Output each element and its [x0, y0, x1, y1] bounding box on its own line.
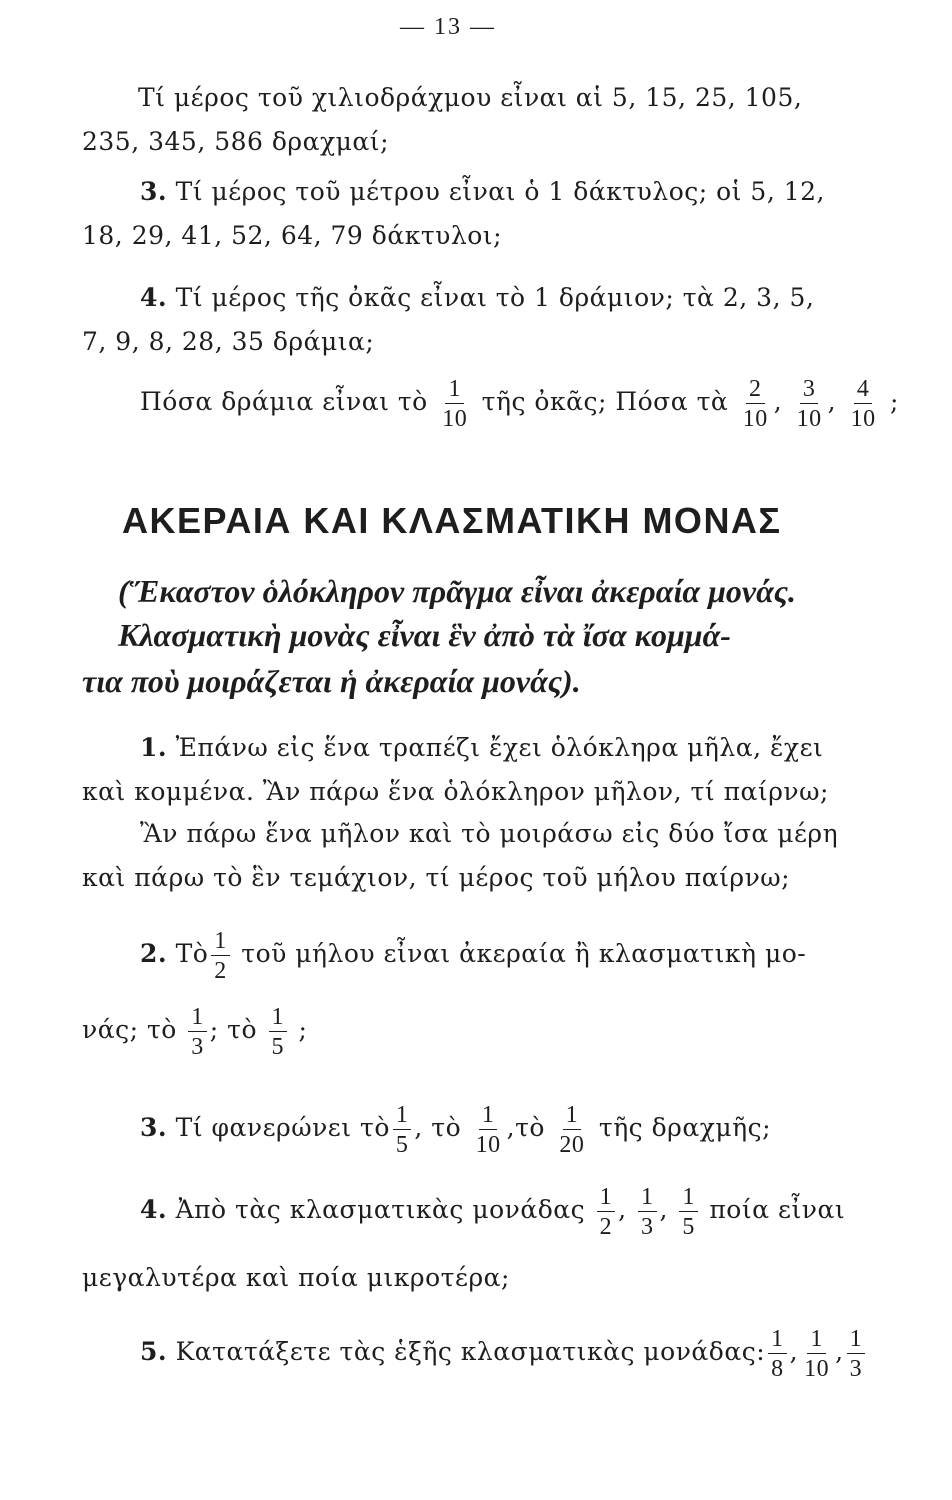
- text-line: μεγαλυτέρα καὶ ποία μικροτέρα;: [82, 1263, 510, 1292]
- definition-line: (Ἕκαστον ὁλόκληρον πρᾶγμα εἶναι ἀκεραία μονάς.: [118, 573, 797, 609]
- punctuation: ;: [890, 387, 899, 416]
- text-line: 18, 29, 41, 52, 64, 79 δάκτυλοι;: [82, 221, 502, 250]
- fraction: $\frac{1}{8}$: [768, 1327, 787, 1381]
- exercise-3: [140, 1098, 771, 1158]
- exercise-1: [140, 732, 823, 764]
- text-line: καὶ πάρω τὸ ἓν τεμάχιον, τί μέρος τοῦ μήλου παίρνω;: [82, 863, 791, 892]
- question-number: 3.: [140, 177, 168, 206]
- page-number: — 13 —: [400, 14, 496, 40]
- fraction: $\frac{1}{5}$: [269, 1005, 288, 1059]
- exercise-number: 2.: [140, 939, 168, 968]
- text-line: 235, 345, 586 δραχμαί;: [82, 127, 390, 156]
- exercise-number: 4.: [140, 1195, 168, 1224]
- text-line: καὶ κομμένα. Ἂν πάρω ἕνα ὁλόκληρον μῆλον, τί παίρνω;: [82, 777, 829, 806]
- text-segment: Πόσα δράμια εἶναι τὸ: [140, 387, 428, 416]
- fraction: $\frac{1}{2}$: [211, 929, 230, 983]
- question-3: [140, 176, 825, 208]
- fraction: $\frac{3}{10}$: [796, 375, 822, 432]
- definition-line: τια ποὺ μοιράζεται ἡ ἀκεραία μονάς).: [82, 663, 581, 699]
- text-segment: , τὸ: [414, 1113, 462, 1142]
- text-segment: τῆς ὀκᾶς; Πόσα τὰ: [481, 387, 729, 416]
- fraction: $\frac{1}{10}$: [442, 375, 468, 432]
- text-segment: νάς; τὸ: [82, 1015, 177, 1044]
- punctuation: ;: [298, 1015, 308, 1044]
- text-segment: Τὸ: [175, 939, 209, 968]
- fraction: $\frac{1}{10}$: [804, 1325, 830, 1382]
- fraction: $\frac{2}{10}$: [742, 375, 768, 432]
- exercise-5: 5. Κατατάξετε τὰς ἑξῆς κλασματικὰς μονάδας: $\frac{1}{8}$ , $\frac{1}{10}$ , $\frac{1}{3}$: [140, 1322, 868, 1382]
- text-line: 7, 9, 8, 28, 35 δράμια;: [82, 327, 375, 356]
- section-heading: ΑΚΕΡΑΙΑ ΚΑΙ ΚΛΑΣΜΑΤΙΚΗ ΜΟΝΑΣ: [122, 500, 782, 541]
- fraction: $\frac{1}{3}$: [638, 1185, 657, 1239]
- text-segment: ; τὸ: [209, 1015, 258, 1044]
- fraction: $\frac{1}{2}$: [597, 1185, 616, 1239]
- fraction: $\frac{1}{3}$: [188, 1005, 207, 1059]
- text-segment: Τί φανερώνει τὸ: [175, 1113, 390, 1142]
- exercise-number: 1.: [140, 733, 168, 762]
- question-4-fractions-line: Πόσα δράμια εἶναι τὸ $\frac{1}{10}$ τῆς ὀκᾶς; Πόσα τὰ $\frac{2}{10}$ , $\frac{3}{10}$ , $\frac{4}{10}$ ;: [140, 375, 899, 432]
- question-number: 4.: [140, 283, 168, 312]
- text-segment: τῆς δραχμῆς;: [598, 1113, 772, 1142]
- fraction: $\frac{1}{5}$: [393, 1103, 412, 1157]
- text-segment: ποία εἶναι: [709, 1195, 846, 1224]
- exercise-number: 5.: [140, 1337, 168, 1366]
- question-text: Τί μέρος τῆς ὀκᾶς εἶναι τὸ 1 δράμιον; τὰ 2, 3, 5,: [175, 283, 815, 312]
- text-segment: Κατατάξετε τὰς ἑξῆς κλασματικὰς μονάδας:: [175, 1337, 766, 1366]
- question-4: [140, 282, 814, 314]
- text-segment: Ἀπὸ τὰς κλασματικὰς μονάδας: [175, 1195, 586, 1224]
- fraction: $\frac{1}{3}$: [847, 1327, 866, 1381]
- fraction: $\frac{1}{20}$: [559, 1101, 585, 1158]
- exercise-2: [140, 924, 806, 984]
- text-line: Ἂν πάρω ἕνα μῆλον καὶ τὸ μοιράσω εἰς δύο ἴσα μέρη: [140, 819, 839, 848]
- text-segment: ,τὸ: [506, 1113, 545, 1142]
- exercise-2-line-2: [82, 1000, 307, 1060]
- question-text: Τί μέρος τοῦ μέτρου εἶναι ὁ 1 δάκτυλος; οἱ 5, 12,: [175, 177, 825, 206]
- definition-line: Κλασματικὴ μονὰς εἶναι ἓν ἀπὸ τὰ ἴσα κομμά-: [118, 617, 731, 653]
- exercise-text: Ἐπάνω εἰς ἕνα τραπέζι ἔχει ὁλόκληρα μῆλα, ἔχει: [175, 733, 824, 762]
- exercise-4: 4. Ἀπὸ τὰς κλασματικὰς μονάδας $\frac{1}{2}$ , $\frac{1}{3}$ , $\frac{1}{5}$ ποία εἶναι: [140, 1183, 846, 1240]
- text-segment: τοῦ μήλου εἶναι ἀκεραία ἢ κλασματικὴ μο-: [241, 939, 807, 968]
- text-line: Τί μέρος τοῦ χιλιοδράχμου εἶναι αἱ 5, 15, 25, 105,: [138, 83, 803, 112]
- fraction: $\frac{1}{10}$: [475, 1101, 501, 1158]
- fraction: $\frac{4}{10}$: [850, 375, 876, 432]
- fraction: $\frac{1}{5}$: [679, 1185, 698, 1239]
- exercise-number: 3.: [140, 1113, 168, 1142]
